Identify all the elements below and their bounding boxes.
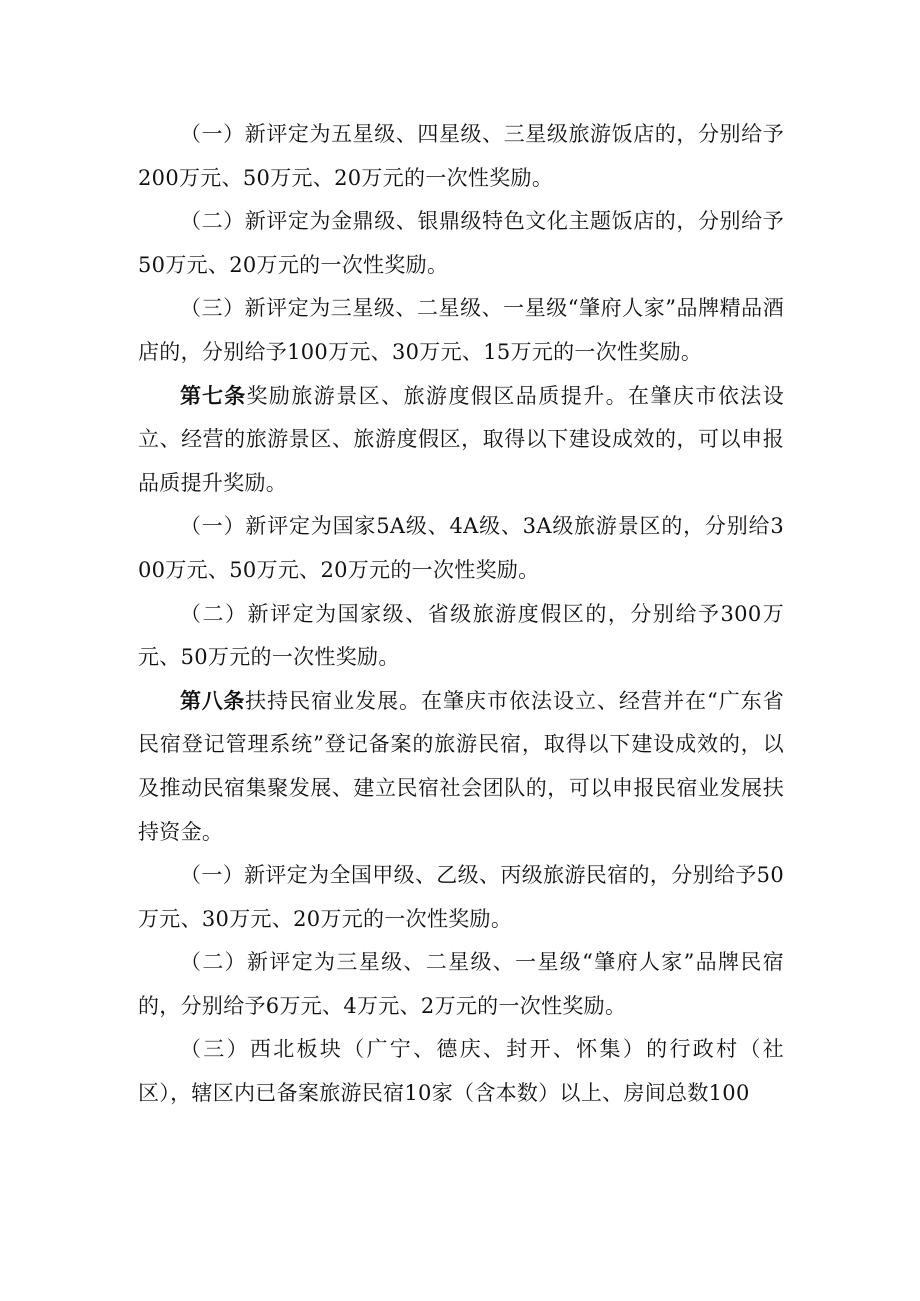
paragraph-8 [138, 854, 784, 941]
paragraph-text: 奖励旅游景区、旅游度假区品质提升。在肇庆市依法设立、经营的旅游景区、旅游度假区，取得以下建设成效的，可以申报品质提升奖励。 [138, 383, 785, 495]
article-heading: 第七条 [180, 383, 247, 408]
paragraph-3 [138, 287, 784, 374]
paragraph-9 [138, 941, 784, 1028]
article-7 [138, 375, 784, 506]
paragraph-6 [138, 593, 784, 680]
paragraph-text: （二）新评定为三星级、二星级、一星级“肇府人家”品牌民宿的，分别给予6万元、4万元、2万元的一次性奖励。 [138, 950, 784, 1018]
paragraph-text: （一）新评定为五星级、四星级、三星级旅游饭店的，分别给予200万元、50万元、20万元的一次性奖励。 [138, 122, 784, 190]
paragraph-text: 扶持民宿业发展。在肇庆市依法设立、经营并在“广东省民宿登记管理系统”登记备案的旅游民宿，取得以下建设成效的，以及推动民宿集聚发展、建立民宿社会团队的，可以申报民宿业发展扶持资金。 [138, 688, 785, 844]
paragraph-text: （三）新评定为三星级、二星级、一星级“肇府人家”品牌精品酒店的，分别给予100万元、30万元、15万元的一次性奖励。 [138, 296, 784, 364]
paragraph-text: （三）西北板块（广宁、德庆、封开、怀集）的行政村（社区），辖区内已备案旅游民宿10家（含本数）以上、房间总数100 [138, 1037, 784, 1106]
document-page [138, 113, 784, 1116]
paragraph-text: （二）新评定为国家级、省级旅游度假区的，分别给予300万元、50万元的一次性奖励。 [138, 601, 784, 670]
paragraph-10 [138, 1028, 784, 1115]
paragraph-1 [138, 113, 784, 200]
paragraph-5 [138, 505, 784, 592]
paragraph-text: （一）新评定为国家5A级、4A级、3A级旅游景区的，分别给300万元、50万元、20万元的一次性奖励。 [138, 514, 784, 582]
paragraph-2 [138, 200, 784, 287]
article-8 [138, 680, 784, 854]
article-heading: 第八条 [180, 688, 246, 713]
paragraph-text: （二）新评定为金鼎级、银鼎级特色文化主题饭店的，分别给予50万元、20万元的一次性奖励。 [138, 209, 784, 277]
paragraph-text: （一）新评定为全国甲级、乙级、丙级旅游民宿的，分别给予50万元、30万元、20万元的一次性奖励。 [138, 863, 784, 931]
